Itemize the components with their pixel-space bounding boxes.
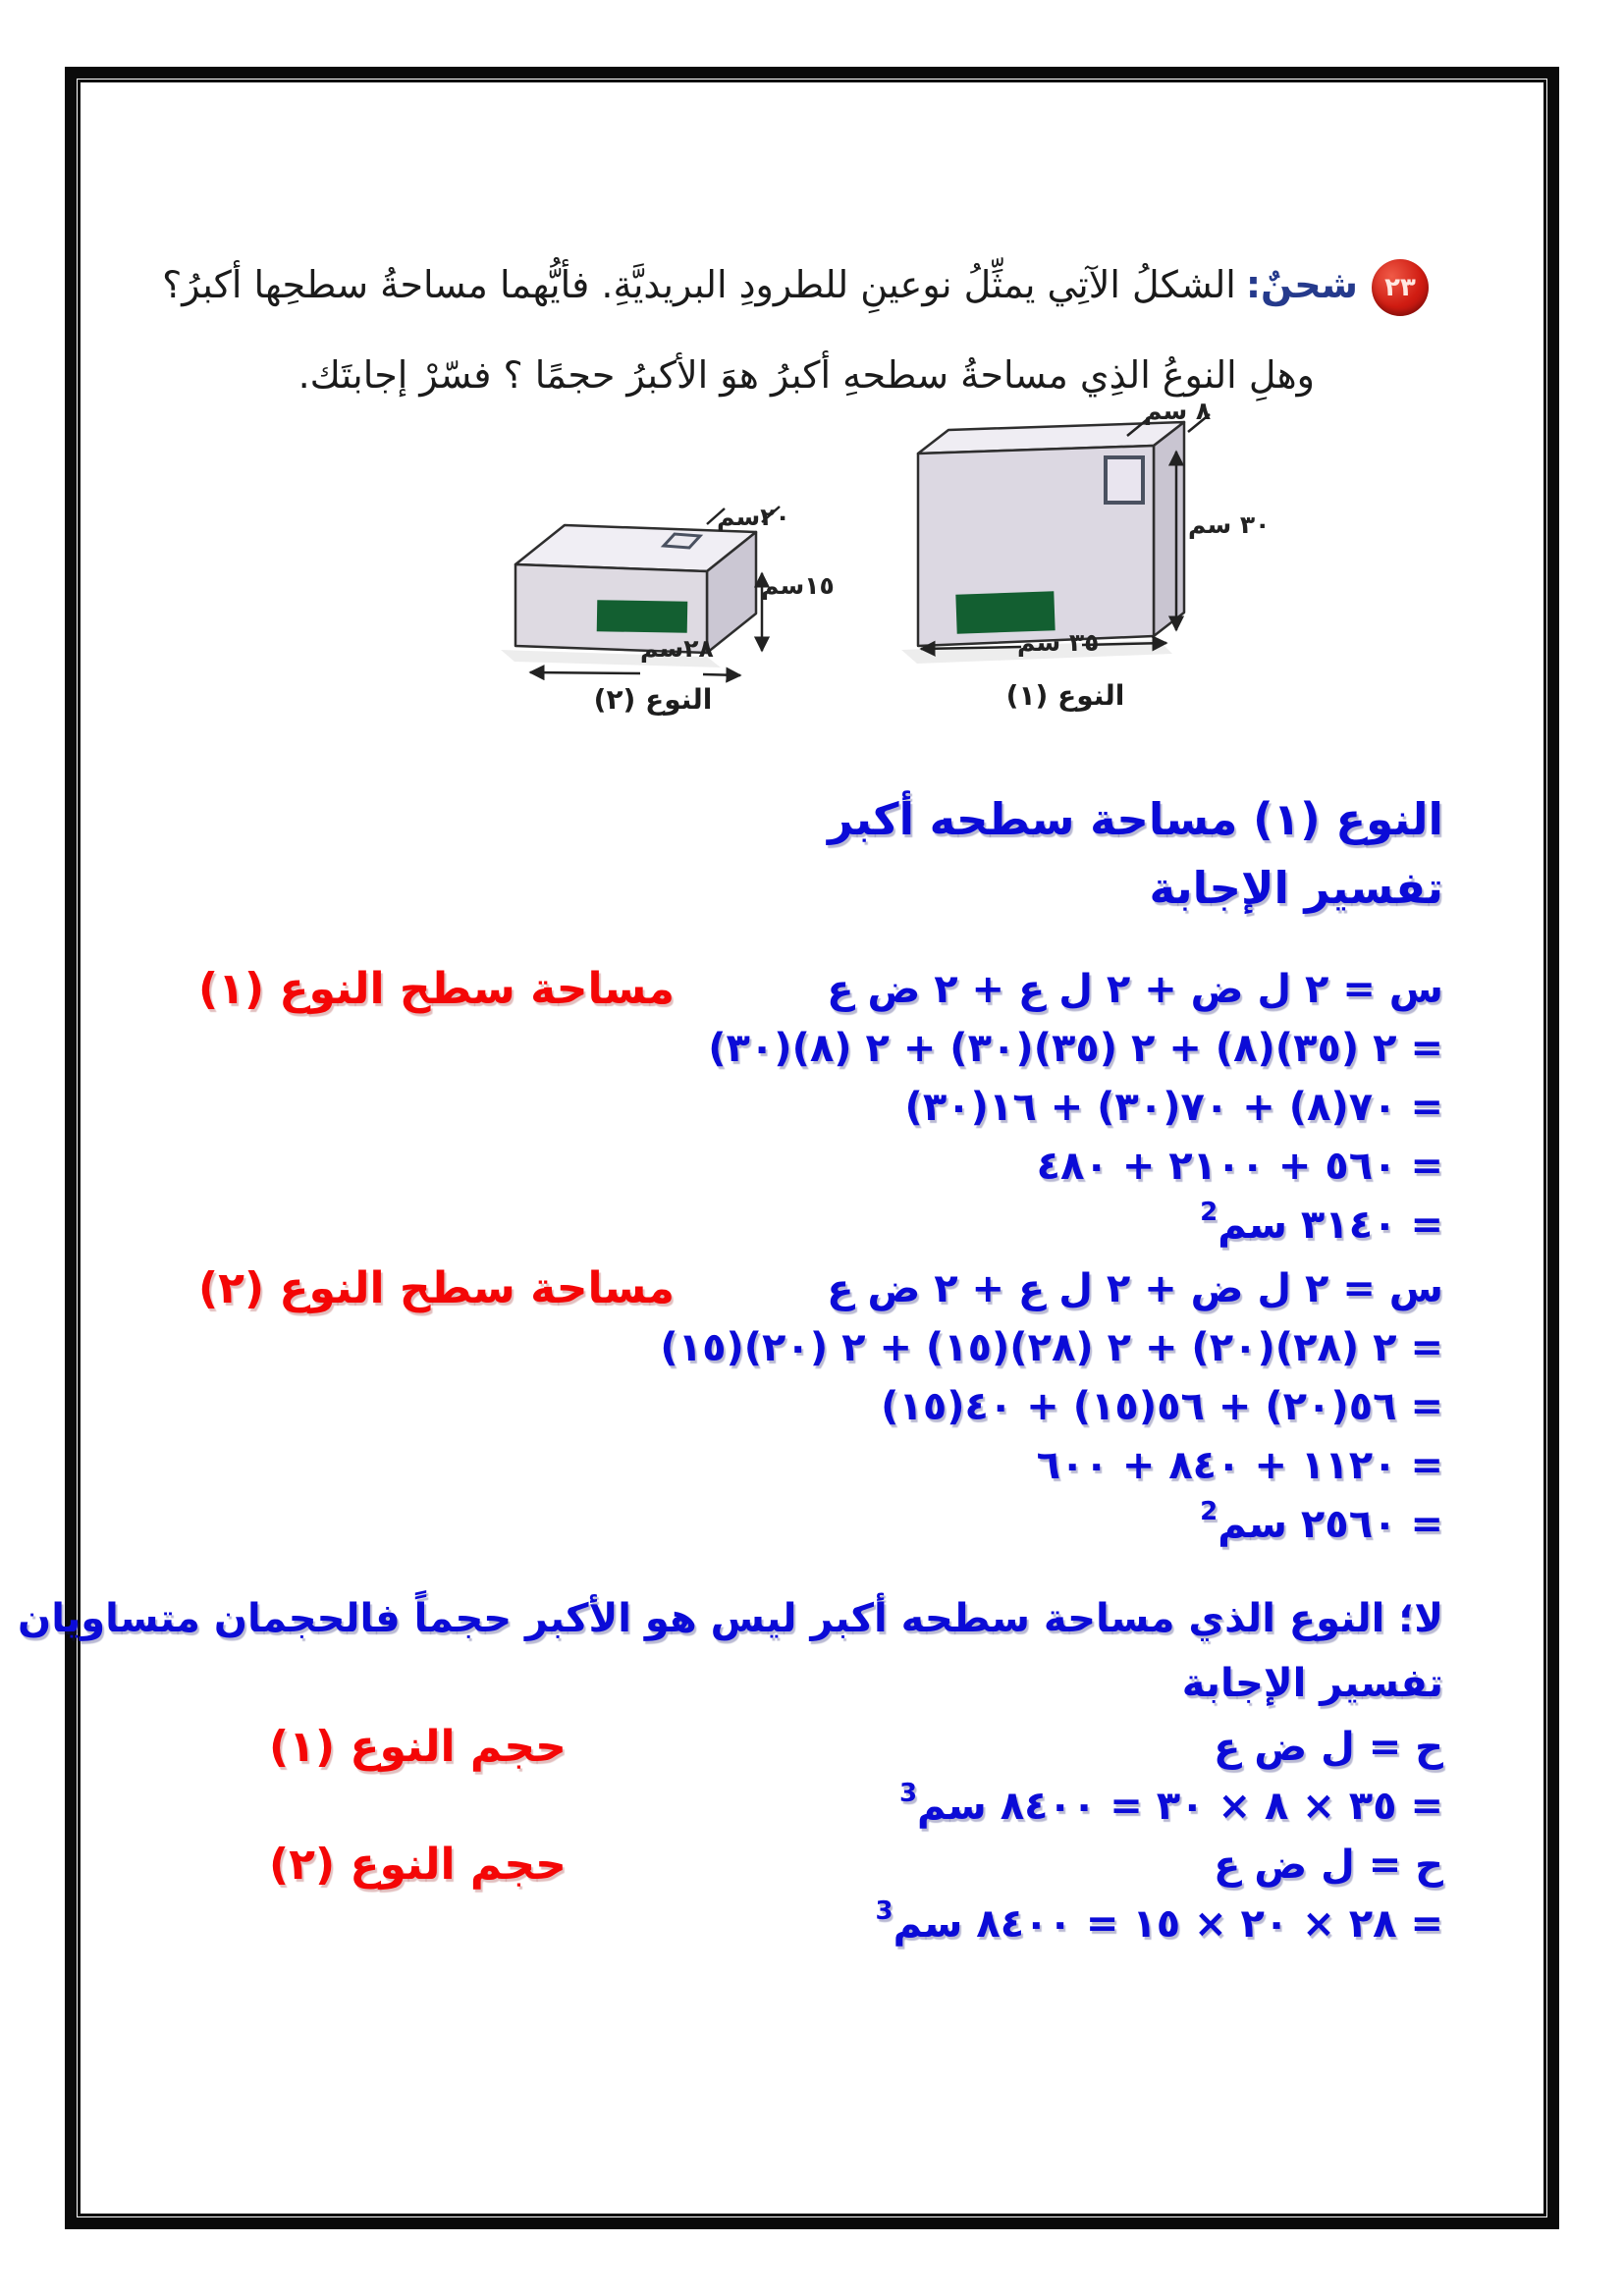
- surface-area-type2-block: [190, 1259, 1443, 1554]
- cubed-superscript: 3: [875, 1896, 893, 1926]
- surface-answer-heading: النوع (١) مساحة سطحه أكبر: [828, 793, 1443, 845]
- box1-caption: النوع (١): [1005, 679, 1125, 712]
- box2-depth-label: ٢٠سم: [717, 503, 790, 531]
- surface-area-type1-block: [190, 960, 1443, 1255]
- surface2-result: = ٢٥٦٠ سم: [1218, 1502, 1443, 1547]
- surface1-result: = ٣١٤٠ سم: [1218, 1202, 1443, 1248]
- surface2-result-row: [190, 1495, 1443, 1554]
- volume-type2-label: حجم النوع (٢): [269, 1840, 567, 1890]
- volume-type2-block: [190, 1836, 1443, 1953]
- question-number: ٢٣: [1384, 272, 1416, 302]
- surface-area-type2-label: مساحة سطح النوع (٢): [198, 1263, 676, 1313]
- surface-answer-heading-block: [190, 785, 1443, 923]
- surface1-formula: س = ٢ ل ض + ٢ ل ع + ٢ ض ع: [827, 967, 1443, 1012]
- box2-width-dim-arrow-left: [703, 674, 740, 675]
- explanation-label-1: تفسير الإجابة: [1149, 862, 1443, 914]
- box2-width-dim-arrow-right: [530, 672, 640, 673]
- question-keyword: شحنٌ:: [1245, 263, 1358, 306]
- surface1-step-2: = ٧٠(٨) + ٧٠(٣٠) + ١٦(٣٠): [904, 1085, 1443, 1130]
- volume2-formula: ح = ل ض ع: [1214, 1842, 1443, 1888]
- box1-side-face: [1154, 422, 1184, 636]
- box1-depth-label: ٨ سم: [1144, 397, 1212, 425]
- volume1-formula: ح = ل ض ع: [1214, 1725, 1443, 1770]
- box1-height-label: ٣٠ سم: [1188, 510, 1271, 539]
- question-text-line-1: الشكلُ الآتِي يمثِّلُ نوعينِ للطرودِ البريديَّةِ. فأيُّهما مساحةُ سطحِها أكبرُ؟: [162, 263, 1236, 306]
- volume2-calc: = ٢٨ × ٢٠ × ١٥ = ٨٤٠٠ سم: [893, 1901, 1443, 1947]
- surface2-step-1: = ٢ (٢٨)(٢٠) + ٢ (٢٨)(١٥) + ٢ (٢٠)(١٥): [660, 1325, 1443, 1370]
- surface-area-type1-label: مساحة سطح النوع (١): [198, 964, 676, 1014]
- question-text-line-2: وهلِ النوعُ الذِي مساحةُ سطحهِ أكبرُ هوَ الأكبرُ حجمًا ؟ فسّرْ إجابتَك.: [298, 353, 1315, 397]
- surface2-step-2: = ٥٦(٢٠) + ٥٦(١٥) + ٤٠(١٥): [881, 1384, 1443, 1429]
- box1-stamp: [1106, 457, 1143, 503]
- question-number-badge: [1372, 259, 1429, 316]
- box1-width-label: ٣٥ سم: [1017, 628, 1100, 657]
- box2-address-label: [597, 600, 688, 633]
- volume2-calc-row: [190, 1895, 1443, 1953]
- question-line-1: [162, 240, 1429, 330]
- surface2-formula: س = ٢ ل ض + ٢ ل ع + ٢ ض ع: [827, 1266, 1443, 1311]
- volume-type1-label: حجم النوع (١): [269, 1722, 567, 1772]
- figure: [422, 383, 1365, 746]
- volume-answer-heading: لا؛ النوع الذي مساحة سطحه أكبر ليس هو الأكبر حجماً فالحجمان متساويان: [18, 1596, 1443, 1641]
- box-type1-drawing: [874, 393, 1345, 717]
- surface1-result-row: [190, 1196, 1443, 1255]
- squared-superscript: 2: [1200, 1197, 1218, 1227]
- volume-answer-heading-block: [18, 1586, 1443, 1716]
- volume1-calc: = ٣٥ × ٨ × ٣٠ = ٨٤٠٠ سم: [917, 1784, 1443, 1829]
- box2-caption: النوع (٢): [593, 683, 713, 716]
- box2-width-label: ٢٨سم: [640, 634, 714, 663]
- volume1-calc-row: [190, 1777, 1443, 1836]
- surface2-step-3: = ١١٢٠ + ٨٤٠ + ٦٠٠: [1036, 1443, 1443, 1488]
- surface1-step-3: = ٥٦٠ + ٢١٠٠ + ٤٨٠: [1036, 1144, 1443, 1189]
- squared-superscript: 2: [1200, 1496, 1218, 1526]
- box2-height-label: ١٥سم: [761, 571, 835, 600]
- surface1-step-1: = ٢ (٣٥)(٨) + ٢ (٣٥)(٣٠) + ٢ (٨)(٣٠): [708, 1026, 1443, 1071]
- volume-type1-block: [190, 1718, 1443, 1836]
- explanation-label-2: تفسير الإجابة: [1181, 1661, 1443, 1706]
- cubed-superscript: 3: [898, 1778, 918, 1808]
